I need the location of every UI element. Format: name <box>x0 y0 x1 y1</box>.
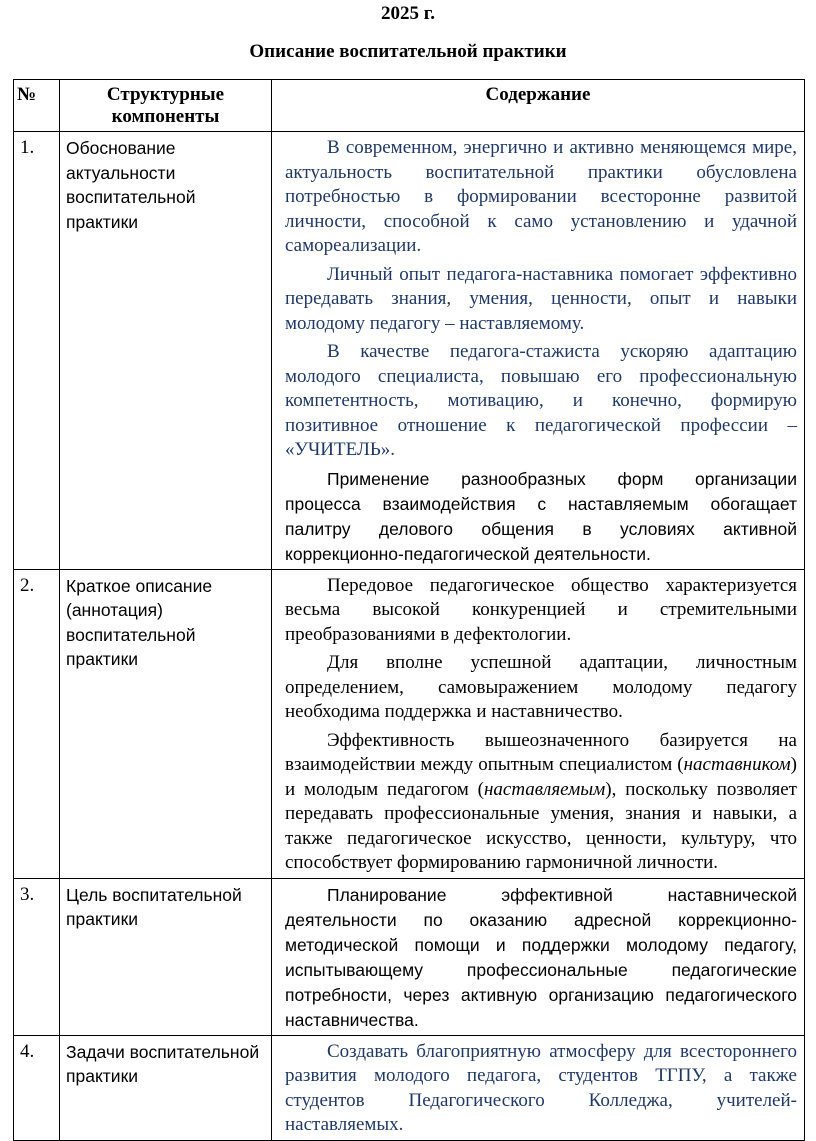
row-content <box>272 878 805 1035</box>
row-component: Цель воспитательной практики <box>60 878 272 1035</box>
content-paragraph: Планирование эффективной наставнической деятельности по оказанию адресной коррекционно-методической помощи и поддержки молодому педагогу, испытывающему профессиональные педагогические потребности, через активную организацию педагогического наставничества. <box>285 884 797 1030</box>
row-content <box>272 132 805 570</box>
row-component: Задачи воспитательной практики <box>60 1035 272 1140</box>
row-number: 1. <box>14 132 60 570</box>
row-component: Обоснование актуальности воспитательной практики <box>60 132 272 570</box>
content-paragraph: Передовое педагогическое общество характеризуется весьма высокой конкуренцией и стремительными преобразованиями в дефектологии. <box>285 574 797 645</box>
content-paragraph: Применение разнообразных форм организации процесса взаимодействия с наставляемым обогащает палитру делового общения в условиях активной коррекционно-педагогической деятельности. <box>285 468 797 564</box>
column-header-components: Структурные компоненты <box>60 80 272 132</box>
column-header-number: № <box>14 80 60 132</box>
row-content <box>272 569 805 878</box>
row-number: 4. <box>14 1035 60 1140</box>
table-row <box>14 1035 805 1140</box>
content-paragraph: Создавать благоприятную атмосферу для всестороннего развития молодого педагога, студентов ТГПУ, а также студентов Педагогического Колледжа, учителей-наставляемых. <box>285 1040 797 1135</box>
table-row <box>14 569 805 878</box>
table-header-row <box>14 80 805 132</box>
table-row <box>14 132 805 570</box>
column-header-content: Содержание <box>272 80 805 132</box>
row-component: Краткое описание (аннотация) воспитательной практики <box>60 569 272 878</box>
document-title: Описание воспитательной практики <box>249 41 567 62</box>
content-paragraph: Личный опыт педагога-наставника помогает эффективно передавать знания, умения, ценности, опыт и навыки молодому педагогу – наставляемому. <box>285 263 797 334</box>
content-paragraph: В современном, энергично и активно меняющемся мире, актуальность воспитательной практики обусловлена потребностью в формировании всесторонне развитой личности, способной к само установлению и удачной самореализации. <box>285 137 797 256</box>
row-number: 2. <box>14 569 60 878</box>
content-paragraph: Для вполне успешной адаптации, личностным определением, самовыражением молодому педагогу необходима поддержка и наставничество. <box>285 652 797 722</box>
row-content <box>272 1035 805 1140</box>
content-paragraph: В качестве педагога-стажиста ускоряю адаптацию молодого специалиста, повышаю его профессиональную компетентность, мотивацию, и конечно, формирую позитивное отношение к педагогической профессии – «УЧИТЕЛЬ». <box>285 341 797 460</box>
row-number: 3. <box>14 878 60 1035</box>
practice-table <box>13 79 805 1141</box>
content-paragraph: Эффективность вышеозначенного базируется на взаимодействии между опытным специалистом (наставником) и молодым педагогом (наставляемым), поскольку позволяет передавать профессиональные умения, знания и навыки, а также педагогическое искусство, ценности, культуру, что способствует формированию гармоничной личности. <box>285 729 797 873</box>
document-year: 2025 г. <box>381 3 435 24</box>
table-row <box>14 878 805 1035</box>
